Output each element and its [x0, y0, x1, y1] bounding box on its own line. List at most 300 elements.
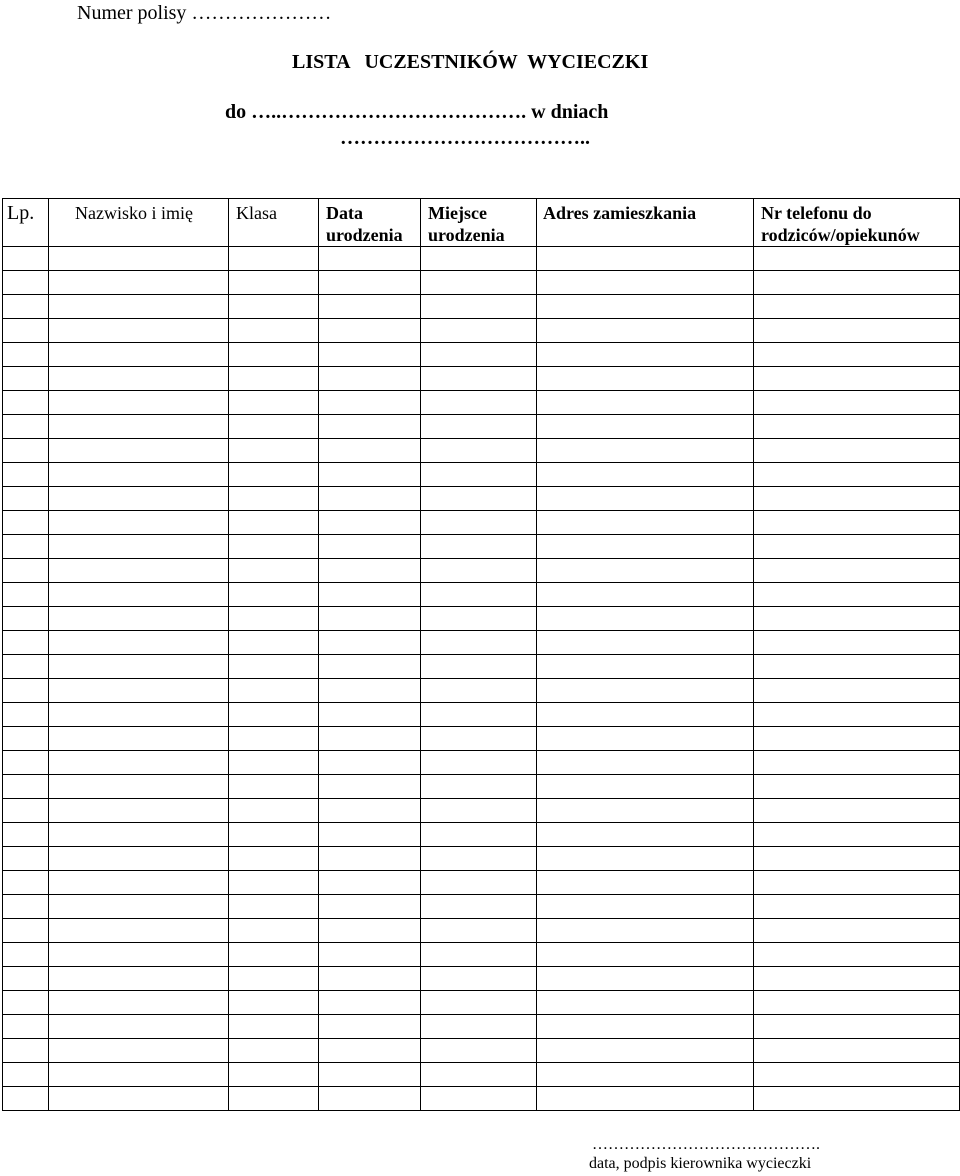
table-cell[interactable]	[537, 343, 754, 367]
table-cell[interactable]	[754, 991, 960, 1015]
table-row	[3, 487, 960, 511]
table-cell[interactable]	[3, 343, 49, 367]
table-cell[interactable]	[537, 847, 754, 871]
table-cell[interactable]	[229, 631, 319, 655]
table-cell[interactable]	[421, 511, 537, 535]
table-cell[interactable]	[229, 295, 319, 319]
table-cell[interactable]	[3, 655, 49, 679]
table-cell[interactable]	[319, 607, 421, 631]
table-cell[interactable]	[754, 655, 960, 679]
table-cell[interactable]	[49, 967, 229, 991]
table-cell[interactable]	[49, 1039, 229, 1063]
table-cell[interactable]	[421, 295, 537, 319]
table-cell[interactable]	[229, 775, 319, 799]
table-cell[interactable]	[49, 535, 229, 559]
table-cell[interactable]	[3, 943, 49, 967]
table-cell[interactable]	[421, 535, 537, 559]
table-cell[interactable]	[229, 511, 319, 535]
table-cell[interactable]	[3, 775, 49, 799]
table-row	[3, 751, 960, 775]
table-cell[interactable]	[319, 271, 421, 295]
table-cell[interactable]	[421, 1063, 537, 1087]
table-row	[3, 655, 960, 679]
table-cell[interactable]	[3, 367, 49, 391]
table-cell[interactable]	[421, 919, 537, 943]
table-cell[interactable]	[229, 1087, 319, 1111]
table-row	[3, 1015, 960, 1039]
table-cell[interactable]	[49, 943, 229, 967]
document-title: LISTA UCZESTNIKÓW WYCIECZKI	[292, 51, 649, 73]
signature-label: data, podpis kierownika wycieczki	[589, 1155, 812, 1172]
table-row	[3, 727, 960, 751]
table-cell[interactable]	[229, 319, 319, 343]
table-cell[interactable]	[421, 583, 537, 607]
table-row	[3, 463, 960, 487]
table-cell[interactable]	[421, 679, 537, 703]
table-cell[interactable]	[537, 463, 754, 487]
table-cell[interactable]	[537, 703, 754, 727]
table-cell[interactable]	[421, 559, 537, 583]
table-cell[interactable]	[49, 511, 229, 535]
table-cell[interactable]	[537, 919, 754, 943]
table-cell[interactable]	[754, 895, 960, 919]
table-cell[interactable]	[421, 895, 537, 919]
table-cell[interactable]	[3, 487, 49, 511]
table-cell[interactable]	[49, 847, 229, 871]
table-cell[interactable]	[421, 271, 537, 295]
table-cell[interactable]	[537, 391, 754, 415]
table-cell[interactable]	[49, 367, 229, 391]
table-row	[3, 343, 960, 367]
table-cell[interactable]	[421, 751, 537, 775]
header-birth-date: Data urodzenia	[319, 199, 421, 247]
table-cell[interactable]	[229, 343, 319, 367]
table-body	[3, 247, 960, 1111]
table-cell[interactable]	[754, 919, 960, 943]
table-cell[interactable]	[229, 559, 319, 583]
table-row	[3, 1063, 960, 1087]
table-cell[interactable]	[49, 487, 229, 511]
table-cell[interactable]	[319, 247, 421, 271]
table-cell[interactable]	[49, 415, 229, 439]
table-cell[interactable]	[3, 1063, 49, 1087]
table-row	[3, 295, 960, 319]
table-cell[interactable]	[421, 727, 537, 751]
table-cell[interactable]	[229, 679, 319, 703]
table-cell[interactable]	[754, 487, 960, 511]
table-cell[interactable]	[229, 799, 319, 823]
table-cell[interactable]	[3, 991, 49, 1015]
table-cell[interactable]	[3, 607, 49, 631]
table-cell[interactable]	[319, 343, 421, 367]
table-cell[interactable]	[754, 727, 960, 751]
table-cell[interactable]	[537, 511, 754, 535]
table-row	[3, 679, 960, 703]
table-cell[interactable]	[754, 295, 960, 319]
table-cell[interactable]	[537, 895, 754, 919]
table-cell[interactable]	[319, 463, 421, 487]
table-cell[interactable]	[421, 967, 537, 991]
table-cell[interactable]	[421, 871, 537, 895]
table-cell[interactable]	[49, 727, 229, 751]
table-cell[interactable]	[537, 415, 754, 439]
table-cell[interactable]	[754, 823, 960, 847]
table-cell[interactable]	[3, 271, 49, 295]
header-name: Nazwisko i imię	[49, 199, 229, 247]
days-line: ………………………………..	[340, 127, 590, 149]
participants-table	[2, 198, 960, 1111]
table-cell[interactable]	[229, 607, 319, 631]
table-cell[interactable]	[537, 439, 754, 463]
table-cell[interactable]	[754, 847, 960, 871]
table-cell[interactable]	[754, 967, 960, 991]
policy-number-line: Numer polisy …………………	[77, 2, 332, 24]
table-cell[interactable]	[537, 775, 754, 799]
table-cell[interactable]	[3, 511, 49, 535]
table-cell[interactable]	[229, 847, 319, 871]
table-cell[interactable]	[229, 727, 319, 751]
table-row	[3, 823, 960, 847]
table-cell[interactable]	[421, 367, 537, 391]
table-cell[interactable]	[319, 1063, 421, 1087]
table-cell[interactable]	[421, 991, 537, 1015]
table-cell[interactable]	[3, 1039, 49, 1063]
table-cell[interactable]	[49, 751, 229, 775]
table-cell[interactable]	[229, 703, 319, 727]
table-row	[3, 943, 960, 967]
table-cell[interactable]	[49, 607, 229, 631]
table-cell[interactable]	[421, 799, 537, 823]
table-cell[interactable]	[3, 967, 49, 991]
table-cell[interactable]	[319, 487, 421, 511]
header-address: Adres zamieszkania	[537, 199, 754, 247]
table-row	[3, 415, 960, 439]
table-cell[interactable]	[537, 607, 754, 631]
signature-dots: …………………………………….	[592, 1136, 820, 1153]
table-row	[3, 319, 960, 343]
table-cell[interactable]	[229, 895, 319, 919]
table-cell[interactable]	[754, 775, 960, 799]
table-cell[interactable]	[537, 367, 754, 391]
table-cell[interactable]	[319, 991, 421, 1015]
table-cell[interactable]	[3, 679, 49, 703]
table-cell[interactable]	[49, 1015, 229, 1039]
table-cell[interactable]	[319, 391, 421, 415]
table-cell[interactable]	[229, 823, 319, 847]
table-cell[interactable]	[229, 535, 319, 559]
table-row	[3, 919, 960, 943]
table-cell[interactable]	[3, 871, 49, 895]
table-cell[interactable]	[319, 967, 421, 991]
table-cell[interactable]	[754, 559, 960, 583]
table-cell[interactable]	[319, 1015, 421, 1039]
table-cell[interactable]	[229, 271, 319, 295]
table-row	[3, 559, 960, 583]
table-cell[interactable]	[421, 391, 537, 415]
table-row	[3, 895, 960, 919]
table-row	[3, 535, 960, 559]
table-cell[interactable]	[229, 1063, 319, 1087]
table-cell[interactable]	[537, 991, 754, 1015]
table-cell[interactable]	[229, 487, 319, 511]
table-cell[interactable]	[229, 583, 319, 607]
table-cell[interactable]	[421, 247, 537, 271]
table-cell[interactable]	[537, 751, 754, 775]
table-cell[interactable]	[754, 751, 960, 775]
table-cell[interactable]	[3, 247, 49, 271]
table-cell[interactable]	[421, 775, 537, 799]
table-cell[interactable]	[421, 607, 537, 631]
table-cell[interactable]	[421, 1015, 537, 1039]
table-cell[interactable]	[3, 391, 49, 415]
table-cell[interactable]	[3, 847, 49, 871]
table-cell[interactable]	[229, 655, 319, 679]
header-lp: Lp.	[3, 199, 49, 247]
header-birth-place: Miejsce urodzenia	[421, 199, 537, 247]
table-cell[interactable]	[3, 535, 49, 559]
table-cell[interactable]	[537, 271, 754, 295]
table-cell[interactable]	[49, 895, 229, 919]
table-cell[interactable]	[319, 943, 421, 967]
table-cell[interactable]	[3, 559, 49, 583]
table-cell[interactable]	[3, 463, 49, 487]
table-row	[3, 991, 960, 1015]
table-cell[interactable]	[421, 439, 537, 463]
table-cell[interactable]	[319, 895, 421, 919]
table-cell[interactable]	[3, 799, 49, 823]
table-row	[3, 247, 960, 271]
table-cell[interactable]	[319, 319, 421, 343]
table-cell[interactable]	[537, 1063, 754, 1087]
table-cell[interactable]	[49, 247, 229, 271]
table-cell[interactable]	[537, 967, 754, 991]
table-row	[3, 847, 960, 871]
table-cell[interactable]	[49, 631, 229, 655]
table-cell[interactable]	[3, 415, 49, 439]
table-cell[interactable]	[754, 943, 960, 967]
table-row	[3, 871, 960, 895]
table-cell[interactable]	[537, 319, 754, 343]
table-cell[interactable]	[537, 655, 754, 679]
table-row	[3, 607, 960, 631]
table-cell[interactable]	[49, 295, 229, 319]
table-cell[interactable]	[229, 439, 319, 463]
table-cell[interactable]	[537, 1087, 754, 1111]
table-cell[interactable]	[49, 319, 229, 343]
table-cell[interactable]	[49, 919, 229, 943]
table-cell[interactable]	[537, 247, 754, 271]
table-cell[interactable]	[537, 799, 754, 823]
table-cell[interactable]	[537, 943, 754, 967]
table-cell[interactable]	[229, 1039, 319, 1063]
table-cell[interactable]	[319, 847, 421, 871]
table-cell[interactable]	[229, 463, 319, 487]
table-cell[interactable]	[754, 343, 960, 367]
table-cell[interactable]	[3, 751, 49, 775]
table-cell[interactable]	[49, 775, 229, 799]
table-cell[interactable]	[319, 871, 421, 895]
table-row	[3, 439, 960, 463]
table-cell[interactable]	[537, 535, 754, 559]
table-cell[interactable]	[319, 1087, 421, 1111]
table-cell[interactable]	[754, 1015, 960, 1039]
table-cell[interactable]	[49, 1087, 229, 1111]
table-cell[interactable]	[229, 247, 319, 271]
header-phone: Nr telefonu do rodziców/opiekunów	[754, 199, 960, 247]
table-cell[interactable]	[49, 655, 229, 679]
table-cell[interactable]	[319, 1039, 421, 1063]
table-cell[interactable]	[754, 1087, 960, 1111]
table-cell[interactable]	[3, 295, 49, 319]
table-cell[interactable]	[49, 991, 229, 1015]
table-cell[interactable]	[3, 895, 49, 919]
table-cell[interactable]	[537, 295, 754, 319]
table-cell[interactable]	[3, 439, 49, 463]
table-cell[interactable]	[537, 631, 754, 655]
table-cell[interactable]	[49, 1063, 229, 1087]
table-cell[interactable]	[319, 631, 421, 655]
table-cell[interactable]	[3, 919, 49, 943]
table-cell[interactable]	[421, 631, 537, 655]
table-cell[interactable]	[319, 439, 421, 463]
table-row	[3, 271, 960, 295]
destination-line: do …..………………………………. w dniach	[225, 101, 609, 123]
table-cell[interactable]	[319, 559, 421, 583]
table-cell[interactable]	[754, 631, 960, 655]
table-cell[interactable]	[49, 463, 229, 487]
table-cell[interactable]	[537, 487, 754, 511]
table-cell[interactable]	[421, 847, 537, 871]
table-cell[interactable]	[3, 1015, 49, 1039]
table-cell[interactable]	[537, 871, 754, 895]
table-cell[interactable]	[319, 775, 421, 799]
table-cell[interactable]	[229, 871, 319, 895]
table-cell[interactable]	[421, 943, 537, 967]
table-cell[interactable]	[319, 367, 421, 391]
table-cell[interactable]	[49, 271, 229, 295]
table-cell[interactable]	[319, 799, 421, 823]
table-cell[interactable]	[319, 295, 421, 319]
table-cell[interactable]	[754, 319, 960, 343]
table-cell[interactable]	[3, 583, 49, 607]
table-row	[3, 631, 960, 655]
table-cell[interactable]	[319, 655, 421, 679]
table-cell[interactable]	[754, 583, 960, 607]
table-cell[interactable]	[319, 727, 421, 751]
table-cell[interactable]	[49, 559, 229, 583]
table-cell[interactable]	[229, 415, 319, 439]
table-cell[interactable]	[754, 607, 960, 631]
table-cell[interactable]	[754, 439, 960, 463]
table-row	[3, 799, 960, 823]
table-cell[interactable]	[3, 319, 49, 343]
table-cell[interactable]	[537, 559, 754, 583]
table-cell[interactable]	[754, 703, 960, 727]
table-cell[interactable]	[421, 1087, 537, 1111]
table-row	[3, 367, 960, 391]
table-cell[interactable]	[49, 703, 229, 727]
table-cell[interactable]	[754, 271, 960, 295]
table-cell[interactable]	[421, 823, 537, 847]
table-cell[interactable]	[3, 727, 49, 751]
table-cell[interactable]	[754, 511, 960, 535]
table-cell[interactable]	[537, 583, 754, 607]
table-row	[3, 391, 960, 415]
table-cell[interactable]	[421, 343, 537, 367]
table-cell[interactable]	[319, 919, 421, 943]
table-cell[interactable]	[319, 415, 421, 439]
table-cell[interactable]	[421, 463, 537, 487]
table-cell[interactable]	[319, 535, 421, 559]
table-cell[interactable]	[229, 751, 319, 775]
table-cell[interactable]	[537, 823, 754, 847]
table-row	[3, 1087, 960, 1111]
table-cell[interactable]	[754, 367, 960, 391]
table-cell[interactable]	[229, 367, 319, 391]
table-cell[interactable]	[229, 1015, 319, 1039]
table-cell[interactable]	[229, 943, 319, 967]
table-cell[interactable]	[754, 463, 960, 487]
table-cell[interactable]	[537, 1039, 754, 1063]
table-cell[interactable]	[421, 655, 537, 679]
table-row	[3, 703, 960, 727]
table-cell[interactable]	[537, 679, 754, 703]
table-cell[interactable]	[319, 583, 421, 607]
table-cell[interactable]	[421, 1039, 537, 1063]
table-cell[interactable]	[754, 1039, 960, 1063]
table-cell[interactable]	[49, 823, 229, 847]
table-row	[3, 1039, 960, 1063]
table-cell[interactable]	[319, 703, 421, 727]
table-cell[interactable]	[229, 967, 319, 991]
table-cell[interactable]	[319, 679, 421, 703]
table-header-row	[3, 199, 960, 247]
table-cell[interactable]	[537, 727, 754, 751]
table-cell[interactable]	[421, 319, 537, 343]
table-cell[interactable]	[319, 511, 421, 535]
table-cell[interactable]	[49, 439, 229, 463]
table-cell[interactable]	[229, 391, 319, 415]
table-cell[interactable]	[319, 823, 421, 847]
table-cell[interactable]	[537, 1015, 754, 1039]
table-cell[interactable]	[754, 799, 960, 823]
table-cell[interactable]	[3, 631, 49, 655]
table-cell[interactable]	[319, 751, 421, 775]
table-cell[interactable]	[754, 247, 960, 271]
table-cell[interactable]	[754, 391, 960, 415]
table-cell[interactable]	[754, 871, 960, 895]
table-cell[interactable]	[754, 679, 960, 703]
table-cell[interactable]	[229, 919, 319, 943]
table-cell[interactable]	[49, 391, 229, 415]
table-cell[interactable]	[3, 1087, 49, 1111]
table-cell[interactable]	[3, 823, 49, 847]
table-row	[3, 967, 960, 991]
table-cell[interactable]	[229, 991, 319, 1015]
table-cell[interactable]	[421, 487, 537, 511]
table-cell[interactable]	[421, 703, 537, 727]
table-cell[interactable]	[49, 871, 229, 895]
table-cell[interactable]	[421, 415, 537, 439]
table-cell[interactable]	[754, 535, 960, 559]
table-cell[interactable]	[754, 415, 960, 439]
table-cell[interactable]	[49, 583, 229, 607]
table-cell[interactable]	[3, 703, 49, 727]
table-cell[interactable]	[754, 1063, 960, 1087]
table-cell[interactable]	[49, 799, 229, 823]
table-cell[interactable]	[49, 343, 229, 367]
table-cell[interactable]	[49, 679, 229, 703]
